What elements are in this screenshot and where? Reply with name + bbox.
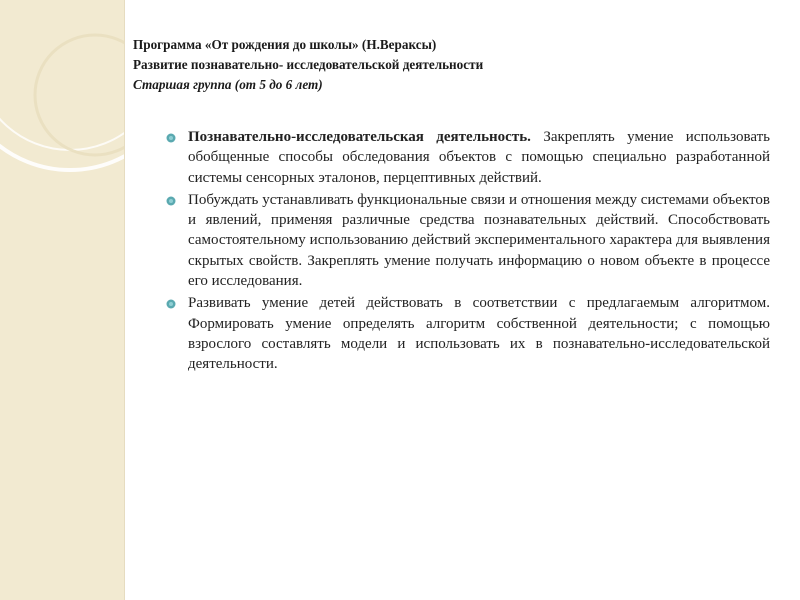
bullet-text: Закреплять умение использовать обобщенные способы обследования объектов с помощью специально разработанной системы сенсорных эталонов, перцептивных действий.: [188, 129, 771, 186]
program-title: Программа «От рождения до школы» (Н.Вераксы): [133, 37, 437, 52]
bullet-text: Развивать умение детей действовать в соответствии с предлагаемым алгоритмом. Формировать умение определять алгоритм собственной деятельности; с помощью взрослого составлять модели и использовать их в познавательно-исследовательской деятельности.: [188, 295, 770, 373]
section-title: Развитие познавательно- исследовательской деятельности: [133, 57, 484, 72]
side-decor-panel: [0, 0, 124, 600]
slide-header: [133, 35, 753, 95]
side-divider: [124, 0, 125, 600]
list-item: [160, 293, 770, 374]
group-title: Старшая группа (от 5 до 6 лет): [133, 77, 323, 92]
bullet-icon: [166, 299, 176, 309]
list-item: [160, 127, 770, 188]
bullet-icon: [166, 133, 176, 143]
circle-decoration-icon: [0, 0, 124, 600]
list-item: [160, 190, 770, 291]
bullet-list: [160, 127, 770, 377]
bullet-title: Познавательно-исследовательская деятельность.: [188, 129, 531, 145]
bullet-text: Побуждать устанавливать функциональные связи и отношения между системами объектов и явлений, применяя различные средства познавательных действий. Способствовать самостоятельному использованию действий экспериментального характера для выявления скрытых свойств. Закреплять умение получать информацию о новом объекте в процессе его исследования.: [188, 191, 770, 290]
bullet-icon: [166, 196, 176, 206]
